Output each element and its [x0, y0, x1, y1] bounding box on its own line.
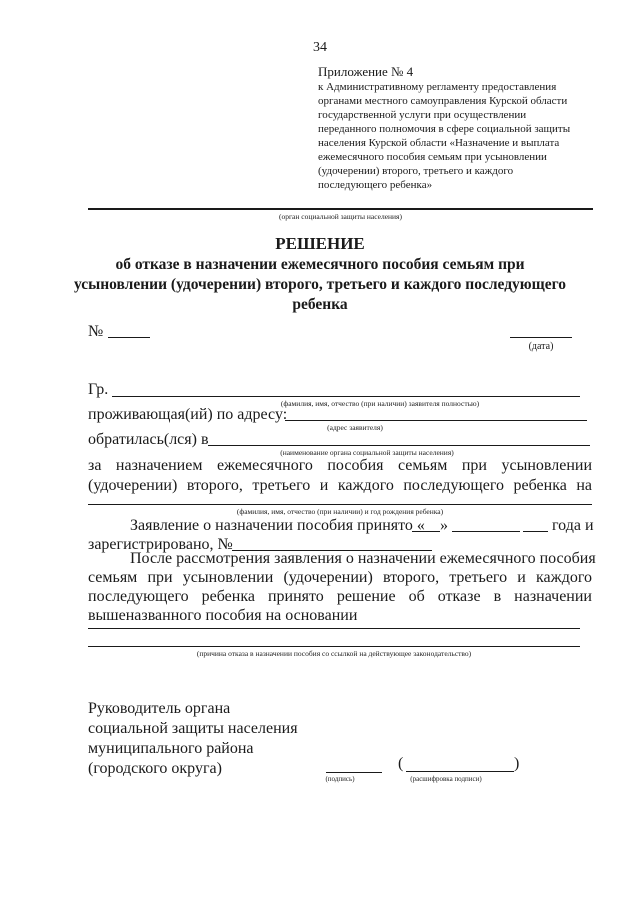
decision-title: РЕШЕНИЕ: [275, 234, 365, 253]
decision-subtitle-2: усыновлении (удочерении) второго, третьего и каждого последующего: [73, 276, 567, 293]
signature-line-4: (городского округа): [88, 760, 222, 777]
applied-label: обратилась(лся) в: [88, 431, 209, 448]
decode-open-paren: (: [398, 755, 404, 772]
organ-caption: (орган социальной защиты населения): [278, 212, 403, 221]
decision-line-3: последующего ребенка принято решение об отказе в назначении: [88, 588, 592, 605]
appendix-line: последующего ребенка»: [318, 179, 433, 191]
decode-field[interactable]: [406, 771, 514, 772]
appendix-line: к Административному регламенту предоставления: [318, 81, 557, 93]
applied-caption: (наименование органа социальной защиты населения): [280, 448, 454, 457]
page-number: 34: [313, 40, 327, 55]
appendix-line: переданного полномочия в сфере социальной защиты: [318, 123, 571, 135]
decision-line-2: семьям при усыновлении (удочерении) второго, третьего и каждого: [88, 569, 592, 586]
reason-field-2[interactable]: [88, 646, 580, 647]
citizen-label: Гр.: [88, 381, 109, 398]
address-label: проживающая(ий) по адресу:: [88, 406, 288, 423]
appendix-line: органами местного самоуправления Курской области: [318, 95, 568, 107]
child-caption: (фамилия, имя, отчество (при наличии) и год рождения ребенка): [236, 507, 444, 516]
appendix-block: [318, 64, 608, 192]
statement-line-1a: Заявление о назначении пособия принято «: [130, 517, 425, 534]
appendix-line: ежемесячного пособия семьям при усыновлении: [318, 151, 547, 163]
address-caption: (адрес заявителя): [327, 423, 383, 432]
number-label: №: [88, 323, 104, 340]
organ-line: [88, 208, 593, 210]
purpose-line-1: за назначением ежемесячного пособия семьям при усыновлении: [88, 457, 592, 474]
decision-subtitle-3: ребенка: [292, 296, 348, 313]
statement-line-2: зарегистрировано, №: [88, 536, 233, 553]
statement-line-1c: года и: [552, 517, 594, 534]
statement-line-1b: »: [440, 517, 448, 534]
signature-line-2: социальной защиты населения: [88, 720, 298, 737]
citizen-caption: (фамилия, имя, отчество (при наличии) заявителя полностью): [280, 399, 480, 408]
signature-line-3: муниципального района: [88, 740, 254, 757]
signature-field[interactable]: [326, 772, 382, 773]
decision-subtitle-1: об отказе в назначении ежемесячного пособия семьям при: [115, 256, 525, 273]
decision-last-line: вышеназванного пособия на основании: [88, 607, 358, 624]
address-field[interactable]: [285, 420, 587, 421]
appendix-title: Приложение № 4: [318, 64, 414, 79]
decode-caption: (расшифровка подписи): [410, 775, 482, 783]
statement-day-field[interactable]: [412, 531, 440, 532]
appendix-line: (удочерении) второго, третьего и каждого: [318, 165, 514, 177]
signature-caption: (подпись): [325, 775, 355, 783]
purpose-line-2: (удочерении) второго, третьего и каждого последующего ребенка на: [88, 477, 592, 494]
citizen-field[interactable]: [112, 396, 580, 397]
appendix-line: населения Курской области «Назначение и выплата: [318, 137, 560, 149]
appendix-line: государственной услуги при осуществлении: [318, 109, 527, 121]
statement-month-field[interactable]: [452, 531, 520, 532]
date-field[interactable]: [510, 337, 572, 338]
reason-field-1[interactable]: [88, 628, 580, 629]
signature-line-1: Руководитель органа: [88, 700, 231, 717]
reason-caption: (причина отказа в назначении пособия со ссылкой на действующее законодательство): [196, 649, 472, 658]
decode-close-paren: ): [514, 755, 520, 772]
date-caption: (дата): [528, 341, 554, 352]
child-field[interactable]: [88, 504, 592, 505]
statement-year-field[interactable]: [523, 531, 548, 532]
applied-field[interactable]: [208, 445, 590, 446]
decision-line-1: После рассмотрения заявления о назначении ежемесячного пособия: [130, 550, 596, 567]
number-field[interactable]: [108, 337, 150, 338]
